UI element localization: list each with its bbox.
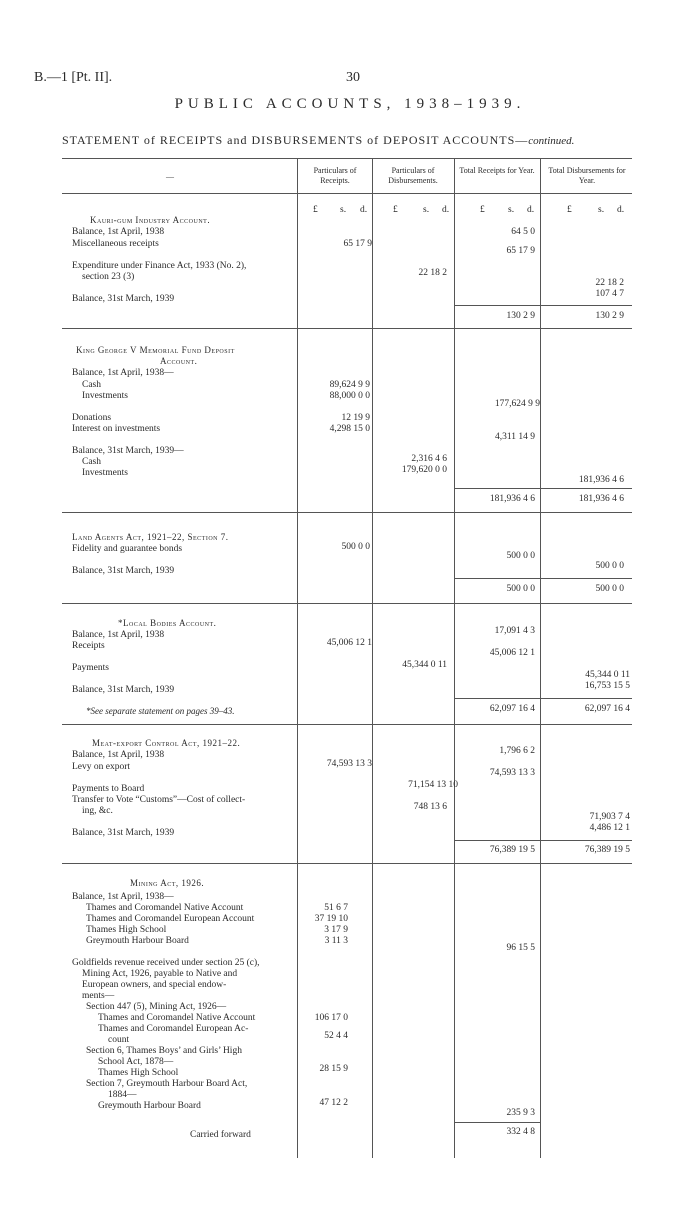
amount-receipts: 51 6 7 [324,903,348,913]
lsd-shilling: s. [508,205,515,215]
amount-receipts: 65 17 9 [343,239,372,249]
total-disbursements: 62,097 16 4 [584,704,630,714]
section-rule [62,512,632,513]
row-label: Balance, 31st March, 1939 [72,566,175,576]
row-label: Goldfields revenue received under section 25 (c), [72,958,260,968]
col-header-total-disbursements: Total Disbursements for Year. [548,166,626,185]
statement-subtitle: STATEMENT of RECEIPTS and DISBURSEMENTS of DEPOSIT ACCOUNTS—continued. [62,133,575,147]
row-label: European owners, and special endow- [82,980,227,990]
amount-total-disbursements: 16,753 15 5 [584,681,630,691]
amount-total-receipts: 500 0 0 [506,551,535,561]
lsd-pound: £ [480,205,485,215]
col-divider-3 [454,158,455,1158]
row-label: School Act, 1878— [98,1057,174,1067]
row-label: ing, &c. [82,806,113,816]
subtotal-rule [455,840,632,841]
col-header-total-receipts: Total Receipts for Year. [459,166,535,175]
row-label: Section 6, Thames Boys’ and Girls’ High [86,1046,242,1056]
col-divider-2 [372,158,373,1158]
section-rule [62,863,632,864]
amount-receipts: 3 11 3 [324,936,348,946]
amount-receipts: 37 19 10 [314,914,348,924]
col-divider-1 [297,158,298,1158]
carried-forward-total: 332 4 8 [506,1127,535,1137]
amount-total-receipts: 74,593 13 3 [489,768,535,778]
section-title-localbodies: *Local Bodies Account. [118,618,217,628]
amount-total-disbursements: 181,936 4 6 [578,475,624,485]
subtotal-rule [455,578,632,579]
amount-receipts: 28 15 9 [319,1064,348,1074]
amount-total-disbursements: 4,486 12 1 [589,823,630,833]
row-label: Balance, 31st March, 1939 [72,685,175,695]
table-top-rule [62,158,632,159]
amount-receipts: 12 19 9 [341,413,370,423]
total-receipts: 500 0 0 [506,584,535,594]
row-label: Section 7, Greymouth Harbour Board Act, [86,1079,248,1089]
amount-disbursements: 45,344 0 11 [402,660,447,670]
total-receipts: 130 2 9 [506,311,535,321]
row-label: Receipts [72,641,105,651]
amount-total-disbursements: 107 4 7 [595,289,624,299]
row-label: Thames High School [98,1068,179,1078]
row-label: Balance, 31st March, 1939 [72,828,175,838]
row-label: Mining Act, 1926, payable to Native and [82,969,238,979]
amount-total-receipts: 177,624 9 9 [494,399,540,409]
lsd-shilling: s. [598,205,605,215]
amount-receipts: 89,624 9 9 [329,380,370,390]
row-label: Interest on investments [72,424,161,434]
row-label: Balance, 1st April, 1938 [72,227,165,237]
amount-disbursements: 2,316 4 6 [411,454,447,464]
row-label: Investments [82,468,128,478]
col-header-desc: — [166,172,174,181]
amount-receipts: 4,298 15 0 [329,424,370,434]
amount-total-disbursements: 500 0 0 [595,561,624,571]
row-label: Cash [82,380,101,390]
subtitle-continued: continued. [528,135,575,147]
document-reference: B.—1 [Pt. II]. [34,70,113,85]
subtotal-rule [455,305,632,306]
section-title-kauri: Kauri-gum Industry Account. [90,215,211,225]
total-disbursements: 181,936 4 6 [578,494,624,504]
amount-total-receipts: 65 17 9 [506,246,535,256]
amount-total-disbursements: 71,903 7 4 [589,812,630,822]
row-label: Cash [82,457,101,467]
row-label: section 23 (3) [82,272,135,282]
row-label: Transfer to Vote “Customs”—Cost of collect- [72,795,246,805]
row-label: Balance, 31st March, 1939 [72,294,175,304]
amount-total-receipts: 235 9 3 [506,1108,535,1118]
row-label: 1884— [108,1090,137,1100]
amount-total-receipts: 64 5 0 [511,227,535,237]
row-label: Investments [82,391,128,401]
lsd-pence: d. [360,205,368,215]
row-label: Balance, 1st April, 1938 [72,750,165,760]
section-title-meat: Meat-export Control Act, 1921–22. [92,738,241,748]
amount-total-receipts: 17,091 4 3 [494,626,535,636]
lsd-shilling: s. [340,205,347,215]
section-rule [62,724,632,725]
row-label: Greymouth Harbour Board [86,936,189,946]
row-label: Balance, 1st April, 1938— [72,892,174,902]
page-title: PUBLIC ACCOUNTS, 1938–1939. [174,96,526,112]
amount-receipts: 74,593 13 3 [326,759,372,769]
section-title-kinggeorge-2: Account. [160,356,198,366]
lsd-shilling: s. [423,205,430,215]
amount-disbursements: 748 13 6 [413,802,447,812]
footnote: *See separate statement on pages 39–43. [86,706,235,716]
subtotal-rule [455,698,632,699]
row-label: Payments to Board [72,784,145,794]
page-number: 30 [346,70,360,85]
total-disbursements: 76,389 19 5 [584,845,630,855]
total-receipts: 62,097 16 4 [489,704,535,714]
row-label: Miscellaneous receipts [72,239,159,249]
row-label: Balance, 31st March, 1939— [72,446,184,456]
amount-receipts: 47 12 2 [319,1098,348,1108]
lsd-pound: £ [313,205,318,215]
section-rule [62,328,632,329]
row-label: Greymouth Harbour Board [98,1101,201,1111]
amount-total-receipts: 1,796 6 2 [499,746,535,756]
amount-total-disbursements: 22 18 2 [595,278,624,288]
subtitle-main: STATEMENT of RECEIPTS and DISBURSEMENTS of DEPOSIT ACCOUNTS [62,133,516,147]
row-label: count [108,1035,130,1045]
row-label: Donations [72,413,112,423]
amount-disbursements: 22 18 2 [418,268,447,278]
row-label: Thames and Coromandel Native Account [86,903,244,913]
total-receipts: 181,936 4 6 [489,494,535,504]
amount-total-receipts: 45,006 12 1 [489,648,535,658]
amount-total-receipts: 4,311 14 9 [494,432,535,442]
subtotal-rule [455,488,632,489]
row-label: ments— [82,991,115,1001]
row-label: Section 447 (5), Mining Act, 1926— [86,1002,227,1012]
lsd-pound: £ [567,205,572,215]
lsd-pence: d. [617,205,625,215]
section-title-landagents: Land Agents Act, 1921–22, Section 7. [72,532,229,542]
col-divider-4 [540,158,541,1158]
section-rule [62,603,632,604]
amount-receipts: 3 17 9 [324,925,348,935]
amount-total-disbursements: 45,344 0 11 [585,670,630,680]
row-label: Thames and Coromandel European Ac- [98,1024,249,1034]
amount-receipts: 88,000 0 0 [329,391,370,401]
col-header-disbursements: Particulars of Disbursements. [388,166,438,185]
amount-receipts: 500 0 0 [341,542,370,552]
amount-receipts: 106 17 0 [314,1013,348,1023]
section-title-kinggeorge: King George V Memorial Fund Deposit [76,345,235,355]
row-label: Thames and Coromandel Native Account [98,1013,256,1023]
total-receipts: 76,389 19 5 [489,845,535,855]
row-label: Thames High School [86,925,167,935]
total-disbursements: 500 0 0 [595,584,624,594]
row-label: Fidelity and guarantee bonds [72,544,183,554]
subtotal-rule [455,1122,540,1123]
header-bottom-rule [62,193,632,194]
row-label: Levy on export [72,762,131,772]
lsd-pound: £ [393,205,398,215]
amount-receipts: 52 4 4 [324,1031,348,1041]
carried-forward-label: Carried forward [190,1130,251,1140]
row-label: Payments [72,663,109,673]
row-label: Balance, 1st April, 1938— [72,368,174,378]
amount-disbursements: 71,154 13 10 [408,780,458,790]
row-label: Balance, 1st April, 1938 [72,630,165,640]
total-disbursements: 130 2 9 [595,311,624,321]
amount-total-receipts: 96 15 5 [506,943,535,953]
amount-disbursements: 179,620 0 0 [401,465,447,475]
section-title-mining: Mining Act, 1926. [130,878,205,888]
lsd-pence: d. [442,205,450,215]
col-header-receipts: Particulars of Receipts. [313,166,357,185]
row-label: Thames and Coromandel European Account [86,914,255,924]
lsd-pence: d. [527,205,535,215]
amount-receipts: 45,006 12 1 [326,638,372,648]
row-label: Expenditure under Finance Act, 1933 (No. 2), [72,261,247,271]
